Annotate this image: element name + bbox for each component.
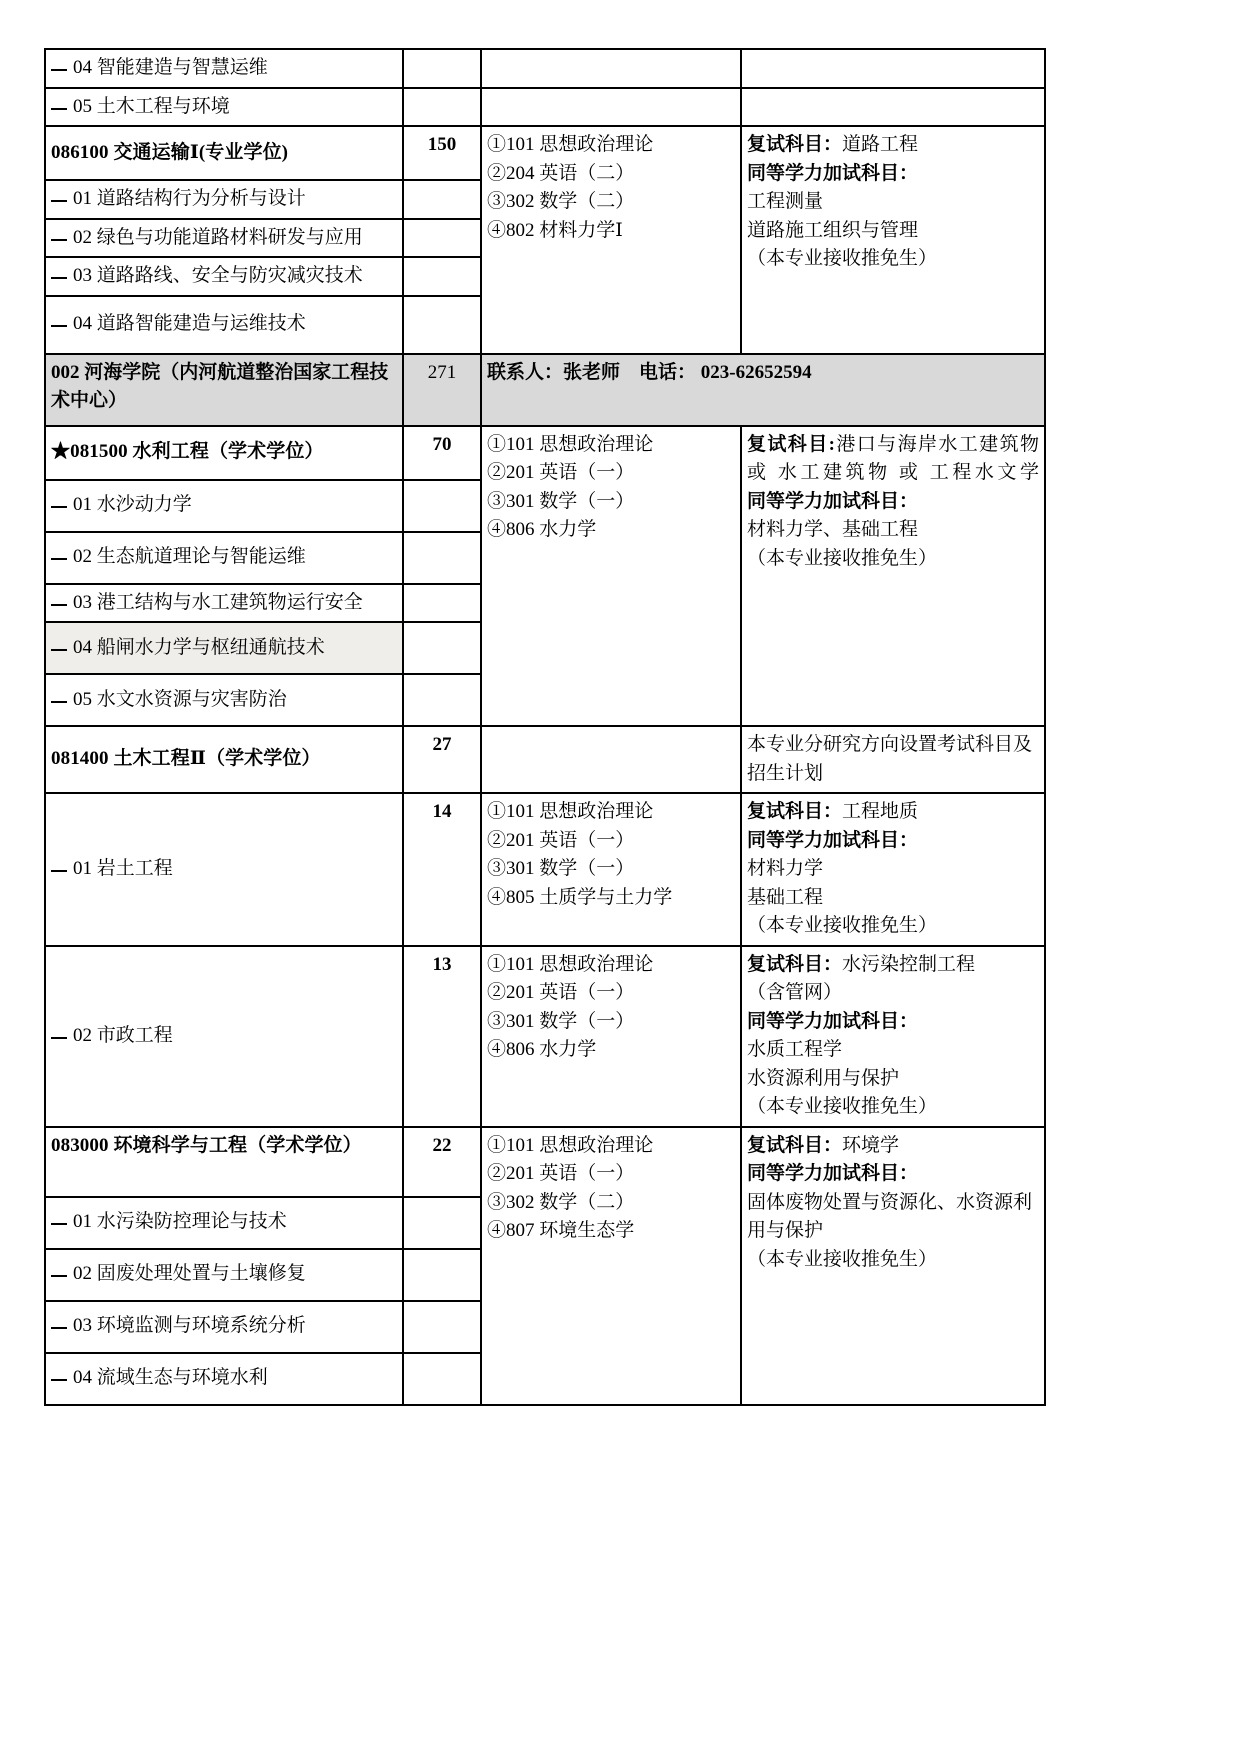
retest-value: 工程地质 xyxy=(842,801,919,822)
retest-subjects-environment xyxy=(741,1127,1045,1405)
retest-line xyxy=(747,951,1039,980)
plan-cell xyxy=(403,1353,481,1405)
exam-line: ②201 英语（一） xyxy=(487,462,635,483)
extra-label: 同等学力加试科目： xyxy=(747,162,919,184)
dash-mark xyxy=(51,649,67,651)
direction-cell xyxy=(45,1353,403,1405)
direction-cell xyxy=(45,1301,403,1353)
retest-label: 复试科目： xyxy=(747,801,843,822)
plan-cell xyxy=(403,1197,481,1249)
extra-line: 固体废物处置与资源化、水资源利用与保护 xyxy=(747,1191,1033,1241)
direction-cell xyxy=(45,480,403,532)
extra-line: 道路施工组织与管理 xyxy=(747,219,919,241)
extra-label: 同等学力加试科目： xyxy=(747,1163,919,1184)
table-row-major xyxy=(45,726,1045,793)
retest-value: 水污染控制工程 xyxy=(842,953,976,975)
retest-subjects-municipal xyxy=(741,946,1045,1127)
plan-cell xyxy=(403,49,481,88)
department-title-cell: 002 河海学院（内河航道整治国家工程技术中心） xyxy=(45,354,403,426)
plan-cell xyxy=(403,88,481,127)
dash-mark xyxy=(51,200,67,202)
direction-label: 04 船闸水力学与枢纽通航技术 xyxy=(73,636,325,658)
exam-line: ③301 数学（一） xyxy=(487,490,635,512)
dash-mark xyxy=(51,108,67,110)
department-plan-cell: 271 xyxy=(403,354,481,426)
retest-value: 港口与海岸水工建筑物 或 水工建筑物 或 工程水文学 xyxy=(747,433,1039,483)
retest-line xyxy=(747,1132,1039,1161)
exam-line: ④802 材料力学Ⅰ xyxy=(487,219,623,241)
plan-cell xyxy=(403,584,481,623)
extra-line: 基础工程 xyxy=(747,886,824,908)
retest-line xyxy=(747,131,1039,160)
exam-subjects-environment xyxy=(481,1127,741,1405)
admissions-catalog-table xyxy=(44,48,1046,1406)
extra-line: 水质工程学 xyxy=(747,1039,843,1060)
dash-mark xyxy=(51,1327,67,1329)
exam-line: ②201 英语（一） xyxy=(487,982,635,1003)
retest-label: 复试科目： xyxy=(747,1134,843,1156)
extra-line: （本专业接收推免生） xyxy=(747,547,938,569)
exam-line: ④806 水力学 xyxy=(487,1039,597,1060)
retest-subjects-transport xyxy=(741,126,1045,354)
civil-note-cell: 本专业分研究方向设置考试科目及招生计划 xyxy=(741,726,1045,793)
direction-label: 03 港工结构与水工建筑物运行安全 xyxy=(73,591,363,613)
dash-mark xyxy=(51,325,67,327)
dash-mark xyxy=(51,1037,67,1039)
table-row xyxy=(45,49,1045,88)
direction-label: 03 道路路线、安全与防灾减灾技术 xyxy=(73,265,363,286)
exam-line: ③302 数学（二） xyxy=(487,191,635,212)
direction-cell xyxy=(45,49,403,88)
plan-cell xyxy=(403,1301,481,1353)
plan-cell xyxy=(403,532,481,584)
plan-cell: 14 xyxy=(403,793,481,946)
plan-cell xyxy=(403,674,481,726)
dash-mark xyxy=(51,1223,67,1225)
table-row xyxy=(45,946,1045,1127)
retest-value: 道路工程 xyxy=(842,134,919,155)
retest-value: 环境学 xyxy=(842,1134,900,1156)
plan-cell xyxy=(403,480,481,532)
extra-label: 同等学力加试科目： xyxy=(747,1010,919,1032)
direction-label: 04 智能建造与智慧运维 xyxy=(73,57,268,78)
direction-label: 04 道路智能建造与运维技术 xyxy=(73,313,306,335)
plan-cell: 70 xyxy=(403,426,481,480)
retest-line xyxy=(747,431,1039,488)
table-row-major xyxy=(45,126,1045,180)
retest-subjects-geotech xyxy=(741,793,1045,946)
dash-mark xyxy=(51,701,67,703)
exam-subjects-geotech xyxy=(481,793,741,946)
exam-cell-empty xyxy=(481,88,741,127)
extra-line: （本专业接收推免生） xyxy=(747,1248,938,1270)
exam-line: ②201 英语（一） xyxy=(487,829,635,851)
retest-cell-empty xyxy=(741,49,1045,88)
exam-line: ④807 环境生态学 xyxy=(487,1220,635,1241)
major-title-cell: 081400 土木工程Ⅱ（学术学位） xyxy=(45,726,403,793)
plan-cell: 150 xyxy=(403,126,481,180)
table-row-department xyxy=(45,354,1045,426)
exam-subjects-transport xyxy=(481,126,741,354)
direction-label: 02 绿色与功能道路材料研发与应用 xyxy=(73,226,363,248)
extra-line: （本专业接收推免生） xyxy=(747,1096,938,1117)
exam-cell-empty xyxy=(481,726,741,793)
direction-label: 05 土木工程与环境 xyxy=(73,95,230,117)
direction-cell xyxy=(45,622,403,674)
direction-label: 02 固废处理处置与土壤修复 xyxy=(73,1263,306,1285)
direction-label: 05 水文水资源与灾害防治 xyxy=(73,688,287,710)
plan-cell xyxy=(403,257,481,296)
exam-line: ②201 英语（一） xyxy=(487,1163,635,1184)
retest-label: 复试科目: xyxy=(747,433,835,455)
retest-label: 复试科目： xyxy=(747,134,843,155)
exam-subjects-municipal xyxy=(481,946,741,1127)
plan-cell: 13 xyxy=(403,946,481,1127)
table-row-major xyxy=(45,1127,1045,1197)
dash-mark xyxy=(51,239,67,241)
dash-mark xyxy=(51,506,67,508)
direction-cell xyxy=(45,1197,403,1249)
major-title-cell: 086100 交通运输Ⅰ(专业学位) xyxy=(45,126,403,180)
plan-cell xyxy=(403,622,481,674)
direction-label: 02 生态航道理论与智能运维 xyxy=(73,546,306,568)
extra-line: 材料力学 xyxy=(747,858,824,879)
retest-subjects-hydraulic xyxy=(741,426,1045,727)
table-row xyxy=(45,88,1045,127)
retest-label: 复试科目： xyxy=(747,953,843,975)
exam-line: ③301 数学（一） xyxy=(487,858,635,879)
dash-mark xyxy=(51,277,67,279)
retest-line xyxy=(747,798,1039,827)
retest-value-cont: （含管网） xyxy=(747,982,843,1003)
direction-cell xyxy=(45,584,403,623)
plan-cell xyxy=(403,296,481,354)
plan-cell: 27 xyxy=(403,726,481,793)
retest-cell-empty xyxy=(741,88,1045,127)
direction-label: 02 市政工程 xyxy=(73,1024,173,1046)
direction-cell xyxy=(45,946,403,1127)
dash-mark xyxy=(51,604,67,606)
direction-label: 01 岩土工程 xyxy=(73,858,173,879)
direction-label: 01 水污染防控理论与技术 xyxy=(73,1211,287,1233)
extra-line: （本专业接收推免生） xyxy=(747,915,938,936)
exam-line: ④805 土质学与土力学 xyxy=(487,886,673,908)
dash-mark xyxy=(51,69,67,71)
department-contact-cell: 联系人：张老师 电话： 023-62652594 xyxy=(481,354,1045,426)
plan-cell: 22 xyxy=(403,1127,481,1197)
plan-cell xyxy=(403,219,481,258)
direction-cell xyxy=(45,219,403,258)
extra-line: 水资源利用与保护 xyxy=(747,1067,900,1089)
direction-label: 01 水沙动力学 xyxy=(73,494,192,516)
exam-line: ①101 思想政治理论 xyxy=(487,134,654,155)
exam-cell-empty xyxy=(481,49,741,88)
dash-mark xyxy=(51,1275,67,1277)
dash-mark xyxy=(51,558,67,560)
table-row-major xyxy=(45,426,1045,480)
table-row xyxy=(45,793,1045,946)
direction-cell xyxy=(45,1249,403,1301)
extra-label: 同等学力加试科目： xyxy=(747,490,919,512)
extra-line: 工程测量 xyxy=(747,191,824,212)
direction-label: 04 流域生态与环境水利 xyxy=(73,1367,268,1389)
exam-line: ③302 数学（二） xyxy=(487,1191,635,1213)
plan-cell xyxy=(403,1249,481,1301)
extra-label: 同等学力加试科目： xyxy=(747,829,919,851)
exam-line: ④806 水力学 xyxy=(487,519,597,540)
exam-subjects-hydraulic xyxy=(481,426,741,727)
direction-cell xyxy=(45,674,403,726)
plan-cell xyxy=(403,180,481,219)
direction-cell xyxy=(45,88,403,127)
major-title-cell: ★081500 水利工程（学术学位） xyxy=(45,426,403,480)
direction-cell xyxy=(45,532,403,584)
dash-mark xyxy=(51,870,67,872)
extra-line: 材料力学、基础工程 xyxy=(747,519,919,540)
exam-line: ①101 思想政治理论 xyxy=(487,953,654,975)
exam-line: ③301 数学（一） xyxy=(487,1010,635,1032)
dash-mark xyxy=(51,1379,67,1381)
exam-line: ①101 思想政治理论 xyxy=(487,433,654,455)
direction-cell xyxy=(45,296,403,354)
direction-cell xyxy=(45,257,403,296)
direction-cell xyxy=(45,793,403,946)
extra-line: （本专业接收推免生） xyxy=(747,248,938,269)
direction-label: 03 环境监测与环境系统分析 xyxy=(73,1315,306,1337)
exam-line: ①101 思想政治理论 xyxy=(487,801,654,822)
direction-label: 01 道路结构行为分析与设计 xyxy=(73,188,306,209)
exam-line: ②204 英语（二） xyxy=(487,162,635,184)
direction-cell xyxy=(45,180,403,219)
major-title-cell: 083000 环境科学与工程（学术学位） xyxy=(45,1127,403,1197)
exam-line: ①101 思想政治理论 xyxy=(487,1134,654,1156)
